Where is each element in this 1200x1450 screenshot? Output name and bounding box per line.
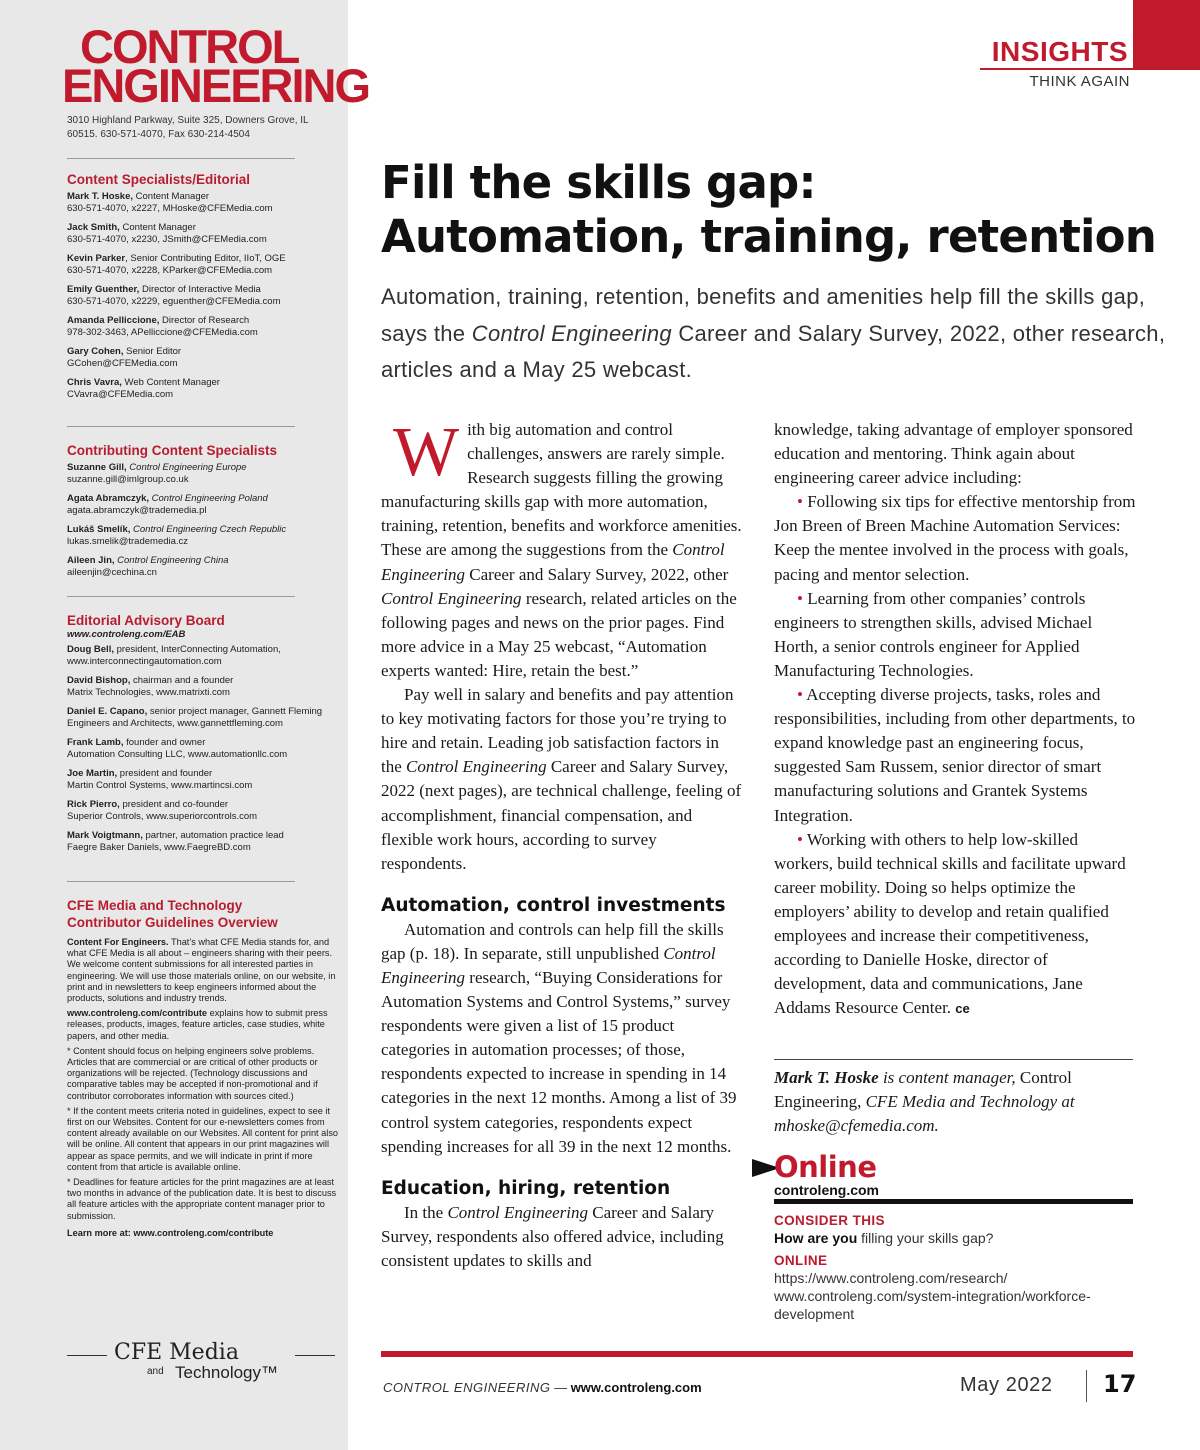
logo-line-2: ENGINEERING: [62, 58, 370, 112]
body-paragraph: knowledge, taking advantage of employer sponsored education and mentoring. Think again about engineering career advice including:: [774, 420, 1133, 488]
staff-contact[interactable]: Martin Control Systems, www.martincsi.com: [67, 780, 253, 791]
article-deck: Automation, training, retention, benefits and amenities help fill the skills gap, says the Control Engineering Career and Salary Survey, 2022, other research, articles and a May 25 webcast.: [381, 284, 1166, 382]
guideline-paragraph: Content For Engineers. That’s what CFE Media stands for, and what CFE Media is all about – engineers sharing with their peers. We welcome content submissions for all interested parties in engineering. We will use those materials online, on our website, in print and in newsletters to keep engineers informed about the products, solutions and industry trends.: [67, 937, 336, 1004]
body-paragraph: Pay well in salary and benefits and pay attention to key motivating factors for those you’re trying to hire and retain. Leading job satisfaction factors in the Control Engineering Career and Salary Survey, 2022 (next pages), are technical challenge, feeling of accomplishment, financial compensation, and flexible work hours, according to survey respondents.: [381, 685, 742, 873]
staff-contact[interactable]: Matrix Technologies, www.matrixti.com: [67, 687, 230, 698]
drop-cap: W: [393, 414, 460, 491]
staff-entry: Daniel E. Capano, senior project manager, Gannett Fleming Engineers and Architects, www.gannettfleming.com: [67, 706, 323, 729]
consider-text: How are you filling your skills gap?: [774, 1230, 994, 1246]
staff-entry: Kevin Parker, Senior Contributing Editor, IIoT, OGE 630-571-4070, x2228, KParker@CFEMedia.com: [67, 253, 286, 276]
section-label: INSIGHTS: [991, 36, 1128, 67]
staff-contact[interactable]: CVavra@CFEMedia.com: [67, 389, 174, 400]
divider: [67, 881, 295, 882]
staff-entry: Mark Voigtmann, partner, automation practice lead Faegre Baker Daniels, www.FaegreBD.com: [67, 830, 284, 853]
section-heading: Contributor Guidelines Overview: [67, 915, 278, 930]
author-bio: Mark T. Hoske is content manager, Control Engineering, CFE Media and Technology at mhoske@cfemedia.com.: [774, 1068, 1075, 1135]
article-column-2: [774, 418, 1136, 1021]
end-mark: ce: [955, 1001, 970, 1017]
divider: [67, 1355, 107, 1356]
staff-entry: Mark T. Hoske, Content Manager 630-571-4070, x2227, MHoske@CFEMedia.com: [67, 191, 273, 214]
online-wordmark: Online: [774, 1150, 877, 1184]
section-heading: CFE Media and Technology: [67, 898, 243, 913]
section-heading: Content Specialists/Editorial: [67, 172, 251, 187]
online-link[interactable]: www.controleng.com/system-integration/workforce-development: [774, 1288, 1091, 1322]
control-engineering-logo: [62, 20, 370, 112]
cfe-logo-line-1: CFE Media: [114, 1340, 239, 1365]
section-heading: Editorial Advisory Board: [67, 613, 225, 628]
divider: [67, 596, 295, 597]
bullet-item: • Accepting diverse projects, tasks, roles and responsibilities, including from other departments, to expand knowledge past an engineering focus, suggested Sam Russem, senior director of smart manufacturing solutions and Grantek Systems Integration.: [774, 685, 1136, 825]
online-body: [774, 1212, 1133, 1328]
divider: [67, 158, 295, 159]
online-box: [752, 1150, 1133, 1322]
staff-contact[interactable]: Superior Controls, www.superiorcontrols.com: [67, 811, 258, 822]
advisory-url: www.controleng.com/EAB: [67, 629, 186, 640]
guideline-paragraph: * If the content meets criteria noted in guidelines, expect to see it first on our Websites. Content for our e-newsletters comes from content already available on our Websites. All content for print also will be online. All content that appears in our print magazines will appear as space permits, and we will indicate in print if more content from that article is available online.: [67, 1105, 339, 1172]
staff-contact[interactable]: lukas.smelik@trademedia.cz: [67, 536, 189, 547]
divider: [67, 426, 295, 427]
footer-url[interactable]: www.controleng.com: [570, 1380, 702, 1395]
section-tagline: THINK AGAIN: [1029, 73, 1130, 90]
staff-contact[interactable]: suzanne.gill@imlgroup.co.uk: [67, 474, 189, 485]
subhead: Education, hiring, retention: [381, 1177, 671, 1199]
staff-contact[interactable]: agata.abramczyk@trademedia.pl: [67, 505, 207, 516]
cfe-logo-line-2: Technology™: [175, 1363, 279, 1382]
staff-entry: Gary Cohen, Senior Editor GCohen@CFEMedia.com: [67, 346, 182, 369]
staff-entry: Amanda Pelliccione, Director of Research 978-302-3463, APelliccione@CFEMedia.com: [67, 315, 258, 338]
online-logo: [752, 1150, 1133, 1200]
staff-entry: Jack Smith, Content Manager 630-571-4070, x2230, JSmith@CFEMedia.com: [67, 222, 267, 245]
bullet-item: • Following six tips for effective mentorship from Jon Breen of Breen Machine Automation Services: Keep the mentee involved in the process with goals, pacing and mentor selection.: [774, 492, 1136, 584]
cfe-media-logo: [67, 1340, 339, 1390]
section-heading: Contributing Content Specialists: [67, 443, 278, 458]
staff-contact[interactable]: 978-302-3463, APelliccione@CFEMedia.com: [67, 327, 258, 338]
section-rule: [980, 68, 1133, 70]
bullet-item: • Learning from other companies’ controls engineers to strengthen skills, advised Michael Horth, a senior controls engineer for Applied Manufacturing Technologies.: [774, 588, 1093, 680]
consider-heading: CONSIDER THIS: [774, 1213, 885, 1228]
bullet-icon: •: [797, 588, 803, 608]
body-paragraph: With big automation and control challenges, answers are rarely simple. Research suggests filling the growing manufacturing skills gap with more automation, training, retention, benefits and workforce amenities. These are among the suggestions from the Control Engineering Career and Salary Survey, 2022, other Control Engineering research, related articles on the following pages and news on the prior pages. Find more advice in a May 25 webcast, “Automation experts wanted: Hire, retain the best.”: [381, 414, 742, 680]
contribute-link[interactable]: www.controleng.com/contribute: [67, 1008, 208, 1019]
divider: [774, 1059, 1133, 1060]
issue-date: May 2022: [960, 1374, 1053, 1396]
staff-entry: Lukáš Smelík, Control Engineering Czech Republic lukas.smelik@trademedia.cz: [67, 524, 287, 547]
staff-entry: Agata Abramczyk, Control Engineering Poland agata.abramczyk@trademedia.pl: [67, 493, 268, 516]
staff-contact[interactable]: 630-571-4070, x2227, MHoske@CFEMedia.com: [67, 203, 273, 214]
page-number: 17: [1103, 1370, 1137, 1398]
staff-contact[interactable]: 630-571-4070, x2228, KParker@CFEMedia.com: [67, 265, 273, 276]
staff-entry: Emily Guenther, Director of Interactive Media 630-571-4070, x2229, eguenther@CFEMedia.com: [67, 284, 281, 307]
staff-entry: Aileen Jin, Control Engineering China aileenjin@cechina.cn: [67, 555, 229, 578]
staff-contact[interactable]: www.interconnectingautomation.com: [67, 656, 222, 667]
divider: [1086, 1370, 1087, 1402]
contributing-specialists: [67, 442, 339, 586]
divider: [295, 1355, 335, 1356]
staff-entry: Suzanne Gill, Control Engineering Europe suzanne.gill@imlgroup.co.uk: [67, 462, 247, 485]
guideline-paragraph: www.controleng.com/contribute explains how to submit press releases, products, images, feature articles, case studies, white papers, and other media.: [67, 1008, 328, 1041]
footer-publication: CONTROL ENGINEERING — www.controleng.com: [383, 1380, 702, 1395]
subhead: Automation, control investments: [381, 894, 726, 916]
bullet-icon: •: [797, 829, 803, 849]
online-heading: ONLINE: [774, 1253, 828, 1268]
online-link[interactable]: https://www.controleng.com/research/: [774, 1270, 1008, 1286]
divider: [774, 1199, 1133, 1204]
staff-contact[interactable]: 630-571-4070, x2230, JSmith@CFEMedia.com: [67, 234, 267, 245]
staff-entry: Joe Martin, president and founder Martin Control Systems, www.martincsi.com: [67, 768, 253, 791]
footer-rule: [381, 1351, 1133, 1357]
guideline-paragraph: * Content should focus on helping engineers solve problems. Articles that are commercial or are critical of other products or organizations will be rejected. (Technology discussions and comparative tables may be accepted if non-promotional and if contributor corroborates information with sources cited.): [67, 1045, 318, 1101]
body-paragraph: Automation and controls can help fill the skills gap (p. 18). In separate, still unpublished Control Engineering research, “Buying Considerations for Automation Systems and Control Systems,” survey respondents were given a list of 15 product categories in automation processes; of those, respondents expected to increase in spending in 14 categories in the next 12 months. Among a list of 39 control system categories, respondents expect spending increases for all 39 in the next 12 months.: [381, 919, 737, 1156]
bullet-item: • Working with others to help low-skilled workers, build technical skills and facilitate upward career mobility. Doing so helps optimize the employers’ ability to develop and retain qualified employees and increase their competitiveness, according to Danielle Hoske, director of development, data and communications, Jane Addams Resource Center. ce: [774, 829, 1126, 1018]
article-column-1: [381, 414, 743, 1273]
staff-entry: Rick Pierro, president and co-founder Superior Controls, www.superiorcontrols.com: [67, 799, 258, 822]
staff-entry: Frank Lamb, founder and owner Automation Consulting LLC, www.automationllc.com: [67, 737, 288, 760]
staff-entry: Doug Bell, president, InterConnecting Automation, www.interconnectingautomation.com: [67, 644, 281, 667]
bullet-icon: •: [797, 685, 803, 705]
advisory-board: [67, 612, 339, 861]
contributor-guidelines: [67, 897, 339, 1243]
online-url[interactable]: controleng.com: [774, 1182, 880, 1198]
staff-entry: David Bishop, chairman and a founder Matrix Technologies, www.matrixti.com: [67, 675, 234, 698]
learn-more-link[interactable]: Learn more at: www.controleng.com/contribute: [67, 1227, 274, 1238]
cfe-logo-and: and: [147, 1366, 164, 1377]
article-title: Fill the skills gap: Automation, training, retention: [381, 156, 1157, 263]
guideline-paragraph: * Deadlines for feature articles for the print magazines are at least two months in advance of the publication date. It is best to discuss all feature articles with the appropriate content manager prior to submission.: [67, 1177, 337, 1221]
staff-contact[interactable]: GCohen@CFEMedia.com: [67, 358, 178, 369]
masthead-sidebar: [0, 0, 370, 1450]
staff-contact[interactable]: aileenjin@cechina.cn: [67, 567, 157, 578]
staff-contact[interactable]: Faegre Baker Daniels, www.FaegreBD.com: [67, 842, 251, 853]
staff-entry: Chris Vavra, Web Content Manager CVavra@CFEMedia.com: [67, 377, 220, 400]
logo-line-1: CONTROL: [80, 20, 299, 73]
bullet-icon: •: [797, 492, 803, 512]
masthead-address: 3010 Highland Parkway, Suite 325, Downers Grove, IL 60515. 630-571-4070, Fax 630-214-4504: [67, 115, 309, 140]
body-paragraph: In the Control Engineering Career and Salary Survey, respondents also offered advice, including consistent updates to skills and: [381, 1202, 724, 1270]
staff-contact[interactable]: Engineers and Architects, www.gannettfleming.com: [67, 718, 283, 729]
editorial-staff: [67, 171, 339, 408]
staff-contact[interactable]: 630-571-4070, x2229, eguenther@CFEMedia.com: [67, 296, 281, 307]
section-tab-block: [1133, 0, 1200, 70]
staff-contact[interactable]: Automation Consulting LLC, www.automationllc.com: [67, 749, 288, 760]
